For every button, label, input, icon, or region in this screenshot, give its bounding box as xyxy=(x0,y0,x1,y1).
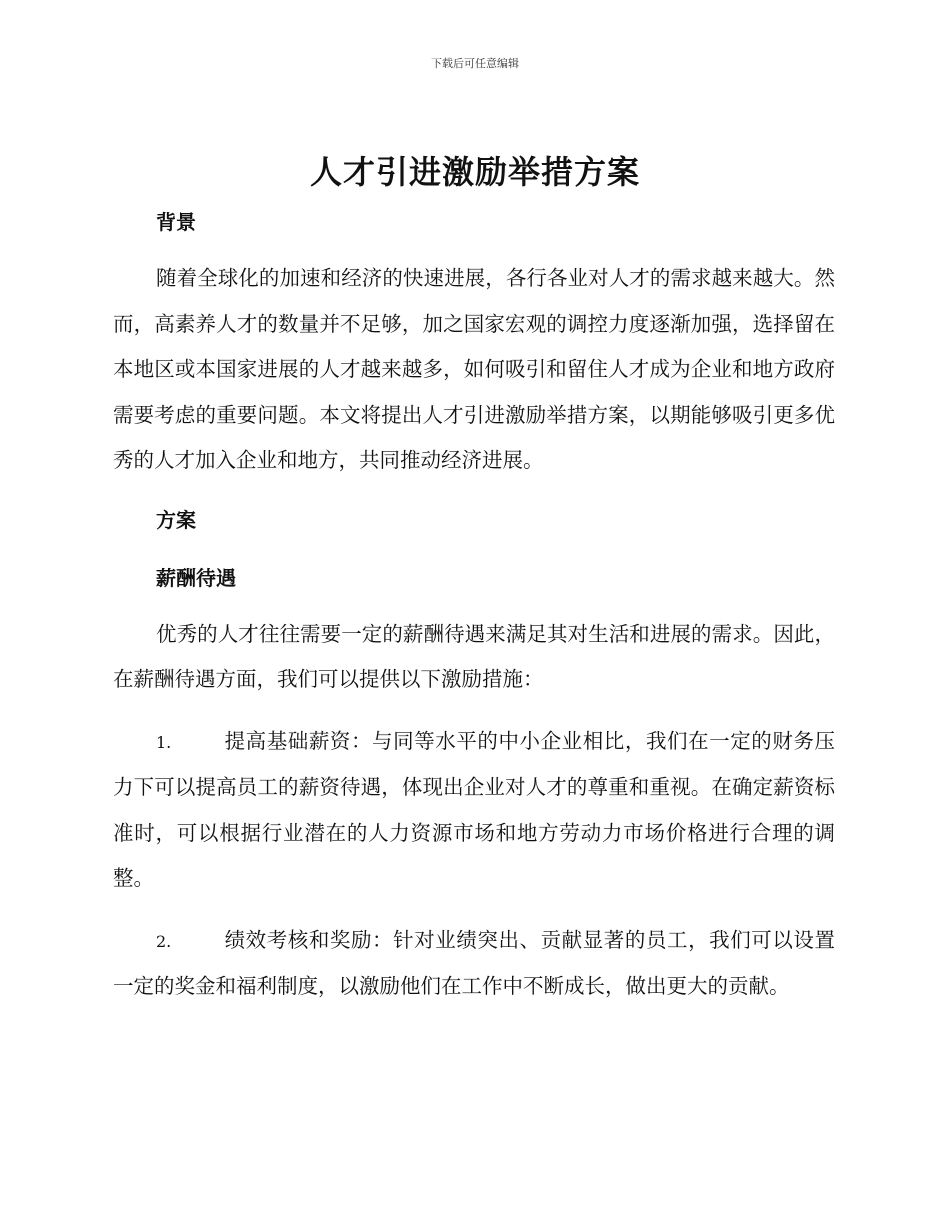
list-item-text: 绩效考核和奖励：针对业绩突出、贡献显著的员工，我们可以设置一定的奖金和福利制度，以激励他们在工作中不断成长，做出更大的贡献。 xyxy=(113,927,835,998)
paragraph-background: 随着全球化的加速和经济的快速进展，各行各业对人才的需求越来越大。然而，高素养人才的数量并不足够，加之国家宏观的调控力度逐渐加强，选择留在本地区或本国家进展的人才越来越多，如何吸引和留住人才成为企业和地方政府需要考虑的重要问题。本文将提出人才引进激励举措方案，以期能够吸引更多优秀的人才加入企业和地方，共同推动经济进展。 xyxy=(113,266,835,472)
paragraph-salary-intro: 优秀的人才往往需要一定的薪酬待遇来满足其对生活和进展的需求。因此，在薪酬待遇方面，我们可以提供以下激励措施： xyxy=(113,621,835,691)
section-heading-background: 背景 xyxy=(156,210,196,234)
document-body xyxy=(113,202,835,1010)
section-heading-salary: 薪酬待遇 xyxy=(156,565,236,590)
list-item xyxy=(113,719,835,902)
list-number: 1. xyxy=(156,732,172,752)
section-heading-plan: 方案 xyxy=(156,507,196,532)
header-note: 下载后可任意编辑 xyxy=(431,57,519,70)
list-number: 2. xyxy=(156,931,172,951)
document-title: 人才引进激励举措方案 xyxy=(309,153,640,191)
list-item-text: 提高基础薪资：与同等水平的中小企业相比，我们在一定的财务压力下可以提高员工的薪资待遇，体现出企业对人才的尊重和重视。在确定薪资标准时，可以根据行业潜在的人力资源市场和地方劳动力市场价格进行合理的调整。 xyxy=(113,728,835,890)
list-item xyxy=(113,918,835,1010)
